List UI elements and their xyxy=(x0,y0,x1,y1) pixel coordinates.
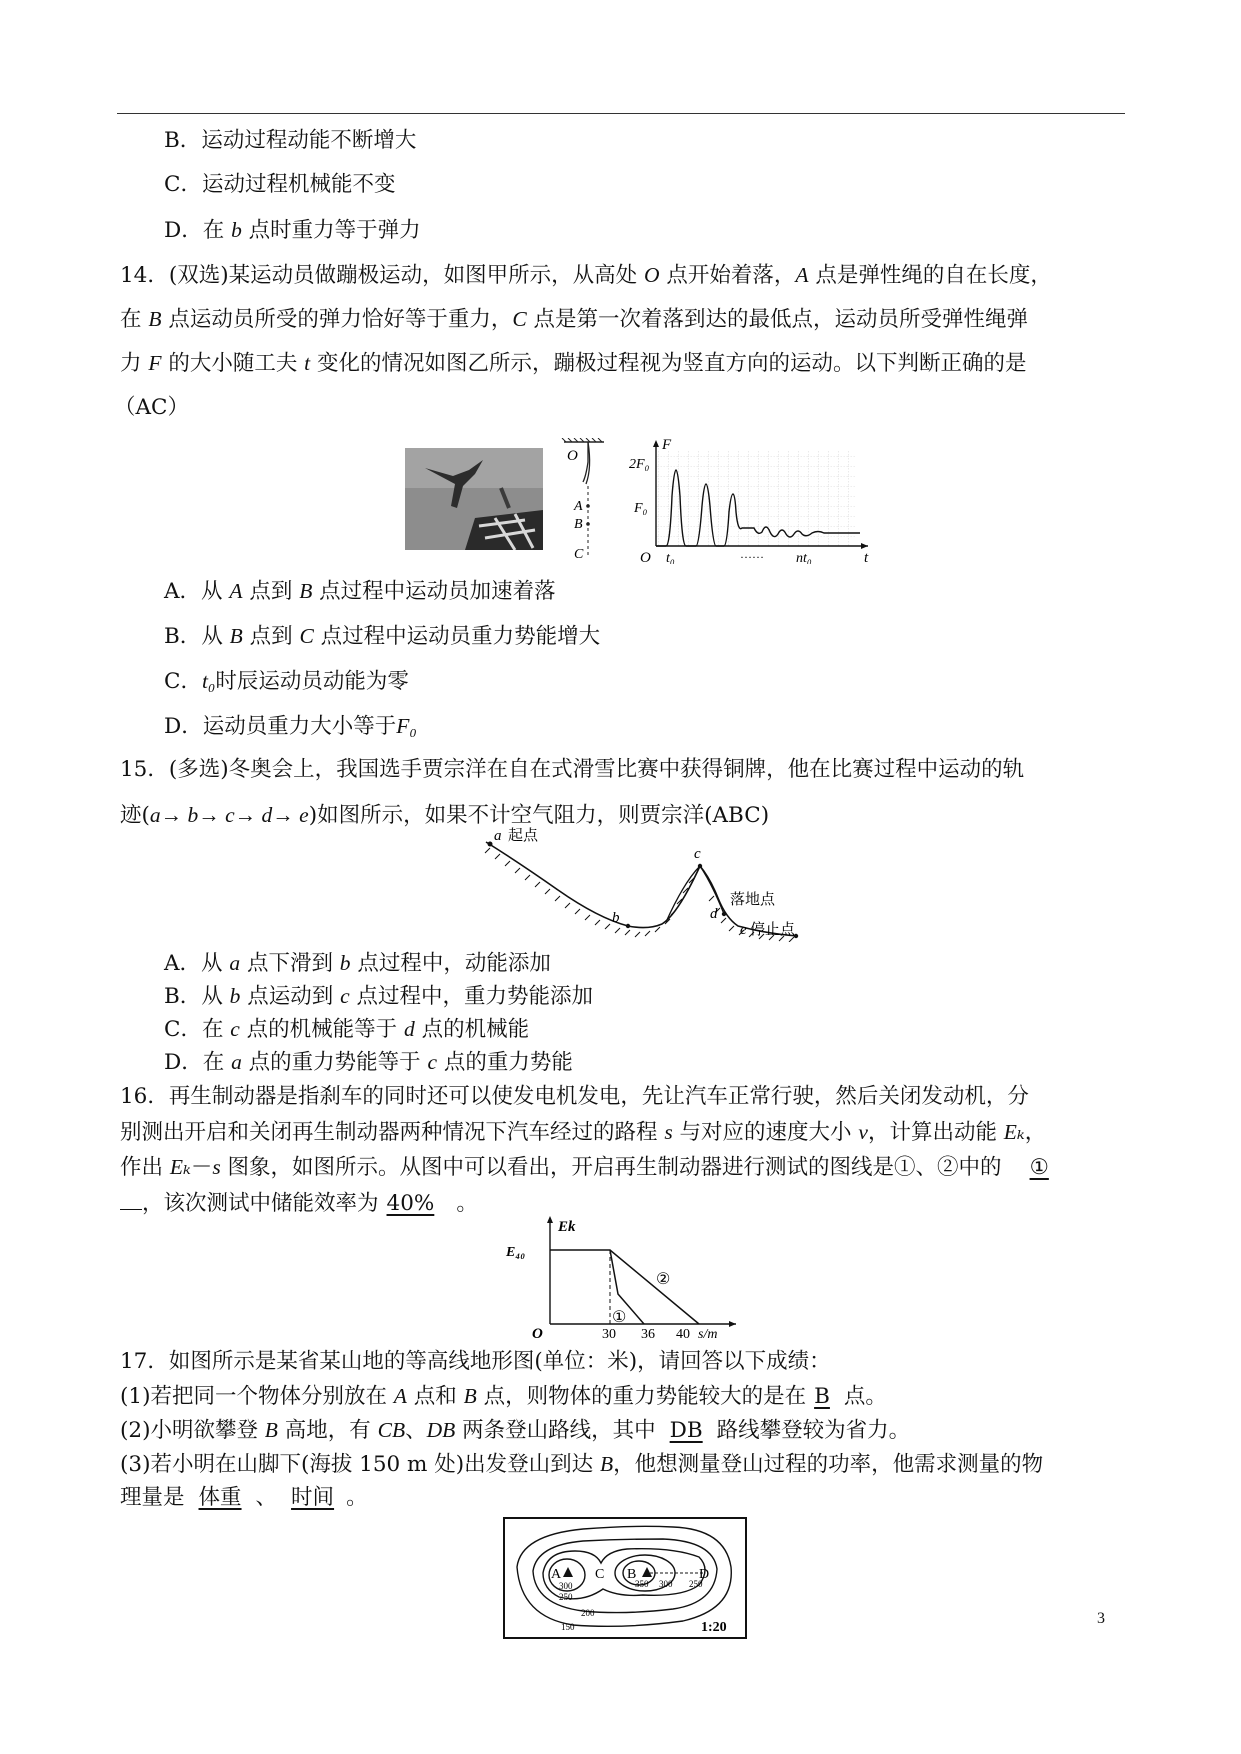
q15-option-b: B．从 b 点运动到 c 点过程中，重力势能添加 xyxy=(164,984,593,1009)
map-label-d: D xyxy=(699,1567,710,1582)
graph-label-2f0: 2F₀ xyxy=(629,457,650,472)
rope-label-c: C xyxy=(574,547,584,562)
contour-300-a: 300 xyxy=(559,1581,573,1591)
q15-option-a: A．从 a 点下滑到 b 点过程中，动能添加 xyxy=(164,951,551,976)
q16-answer-2: 40% xyxy=(386,1191,435,1216)
q15-option-d: D．在 a 点的重力势能等于 c 点的重力势能 xyxy=(164,1050,573,1075)
ski-label-landing: 落地点 xyxy=(730,892,776,908)
graph-label-f: F xyxy=(662,437,672,453)
bungee-photo xyxy=(405,448,543,550)
q14-answer: （AC） xyxy=(114,395,189,420)
contour-350-b: 350 xyxy=(635,1579,649,1589)
header-rule xyxy=(117,113,1125,114)
graph-label-t0: t₀ xyxy=(666,551,675,564)
curve-label-2: ② xyxy=(656,1271,671,1288)
ek-xtick-40: 40 xyxy=(676,1327,690,1340)
rope-label-b: B xyxy=(574,517,583,532)
ek-x-axis-label: s/m xyxy=(698,1327,718,1340)
q14-option-a: A．从 A 点到 B 点过程中运动员加速着落 xyxy=(164,579,556,604)
rope-label-o: O xyxy=(567,448,578,464)
contour-200: 200 xyxy=(581,1608,595,1618)
graph-origin: O xyxy=(640,550,651,564)
q16-stem-line1: 16．再生制动器是指刹车的同时还可以使发电机发电，先让汽车正常行驶，然后关闭发动机，分 xyxy=(120,1084,1029,1109)
graph-label-t: t xyxy=(864,550,869,564)
q17-sub-2: (2)小明欲攀登 B 高地，有 CB、DB 两条登山路线，其中 DB 路线攀登较为省力。 xyxy=(120,1418,911,1443)
ski-label-start: 起点 xyxy=(508,828,539,844)
contour-250-a: 250 xyxy=(559,1592,573,1602)
q14-option-b: B．从 B 点到 C 点过程中运动员重力势能增大 xyxy=(164,624,601,649)
ski-label-c: c xyxy=(694,846,701,862)
q16-stem-line4: ，该次测试中储能效率为 40% 。 xyxy=(120,1187,478,1219)
q17-answer-3: 体重 xyxy=(198,1485,242,1510)
q15-option-c: C．在 c 点的机械能等于 d 点的机械能 xyxy=(164,1017,530,1042)
graph-label-nt0: nt₀ xyxy=(796,551,812,564)
rope-diagram xyxy=(556,438,616,562)
rope-label-a: A xyxy=(574,499,583,514)
q13-option-c: C．运动过程机械能不变 xyxy=(164,172,396,197)
ek-s-graph xyxy=(498,1212,748,1340)
contour-150: 150 xyxy=(561,1622,575,1632)
q15-stem-line2: 迹(a→ b→ c→ d→ e)如图所示，如果不计空气阻力，则贾宗洋(ABC) xyxy=(120,803,770,828)
force-time-graph xyxy=(628,436,878,564)
page-number: 3 xyxy=(1097,1610,1105,1627)
map-scale: 1:20 xyxy=(701,1620,727,1635)
ski-label-stop: 停止点 xyxy=(750,922,796,938)
ski-label-a: a xyxy=(494,828,502,844)
ek-origin: O xyxy=(532,1326,543,1340)
curve-label-1: ① xyxy=(612,1309,627,1326)
graph-label-f0: F₀ xyxy=(634,501,648,516)
ski-label-d: d xyxy=(710,906,718,922)
q17-answer-4: 时间 xyxy=(291,1485,335,1510)
q16-answer-1: ① xyxy=(1029,1155,1049,1180)
q14-stem-line2: 在 B 点运动员所受的弹力恰好等于重力，C 点是第一次着落到达的最低点，运动员所受弹性绳弹 xyxy=(120,307,1029,332)
q14-stem-line3: 力 F 的大小随工夫 t 变化的情况如图乙所示，蹦极过程视为竖直方向的运动。以下判断正确的是 xyxy=(120,351,1027,376)
q17-sub-3: (3)若小明在山脚下(海拔 150 m 处)出发登山到达 B，他想测量登山过程的功率，他需求测量的物 xyxy=(120,1452,1044,1477)
q17-stem-line1: 17．如图所示是某省某山地的等高线地形图(单位：米)，请回答以下成绩： xyxy=(120,1349,831,1374)
q17-sub-1: (1)若把同一个物体分别放在 A 点和 B 点，则物体的重力势能较大的是在 B 点。 xyxy=(120,1384,887,1409)
ek-axis-label: Ek xyxy=(558,1219,576,1235)
q16-stem-line2: 别测出开启和关闭再生制动器两种情况下汽车经过的路程 s 与对应的速度大小 v，计算出动能 Eₖ， xyxy=(120,1120,1047,1145)
ski-track-figure xyxy=(478,822,818,942)
contour-250-b: 250 xyxy=(689,1579,703,1589)
ek-xtick-36: 36 xyxy=(641,1327,655,1340)
map-label-a: A xyxy=(551,1567,562,1582)
q14-stem-line1: 14．(双选)某运动员做蹦极运动，如图甲所示，从高处 O 点开始着落，A 点是弹性绳的自在长度， xyxy=(120,263,1052,288)
map-label-c: C xyxy=(595,1567,605,1582)
q17-sub-3-cont: 理量是 体重 、 时间 。 xyxy=(120,1485,368,1510)
q13-option-b: B．运动过程动能不断增大 xyxy=(164,128,417,153)
q17-answer-2: DB xyxy=(669,1418,703,1443)
ski-label-b: b xyxy=(612,910,620,926)
map-label-b: B xyxy=(627,1567,637,1582)
contour-300-b: 300 xyxy=(659,1579,673,1589)
ek-xtick-30: 30 xyxy=(602,1327,616,1340)
q14-option-c: C．t₀时辰运动员动能为零 xyxy=(164,669,409,694)
q14-option-d: D．运动员重力大小等于F₀ xyxy=(164,714,417,739)
q15-stem-line1: 15．(多选)冬奥会上，我国选手贾宗洋在自在式滑雪比赛中获得铜牌，他在比赛过程中运动的轨 xyxy=(120,757,1025,782)
contour-map xyxy=(503,1517,747,1639)
ski-label-e: e xyxy=(740,922,747,938)
q13-option-d: D．在 b 点时重力等于弹力 xyxy=(164,218,421,243)
ek-tick-label: E₄₀ xyxy=(506,1245,526,1260)
graph-ellipsis: …… xyxy=(740,547,764,561)
q16-stem-line3: 作出 Eₖ－s 图象，如图所示。从图中可以看出，开启再生制动器进行测试的图线是①、②中的 ① xyxy=(120,1152,1057,1183)
q17-answer-1: B xyxy=(814,1384,830,1409)
